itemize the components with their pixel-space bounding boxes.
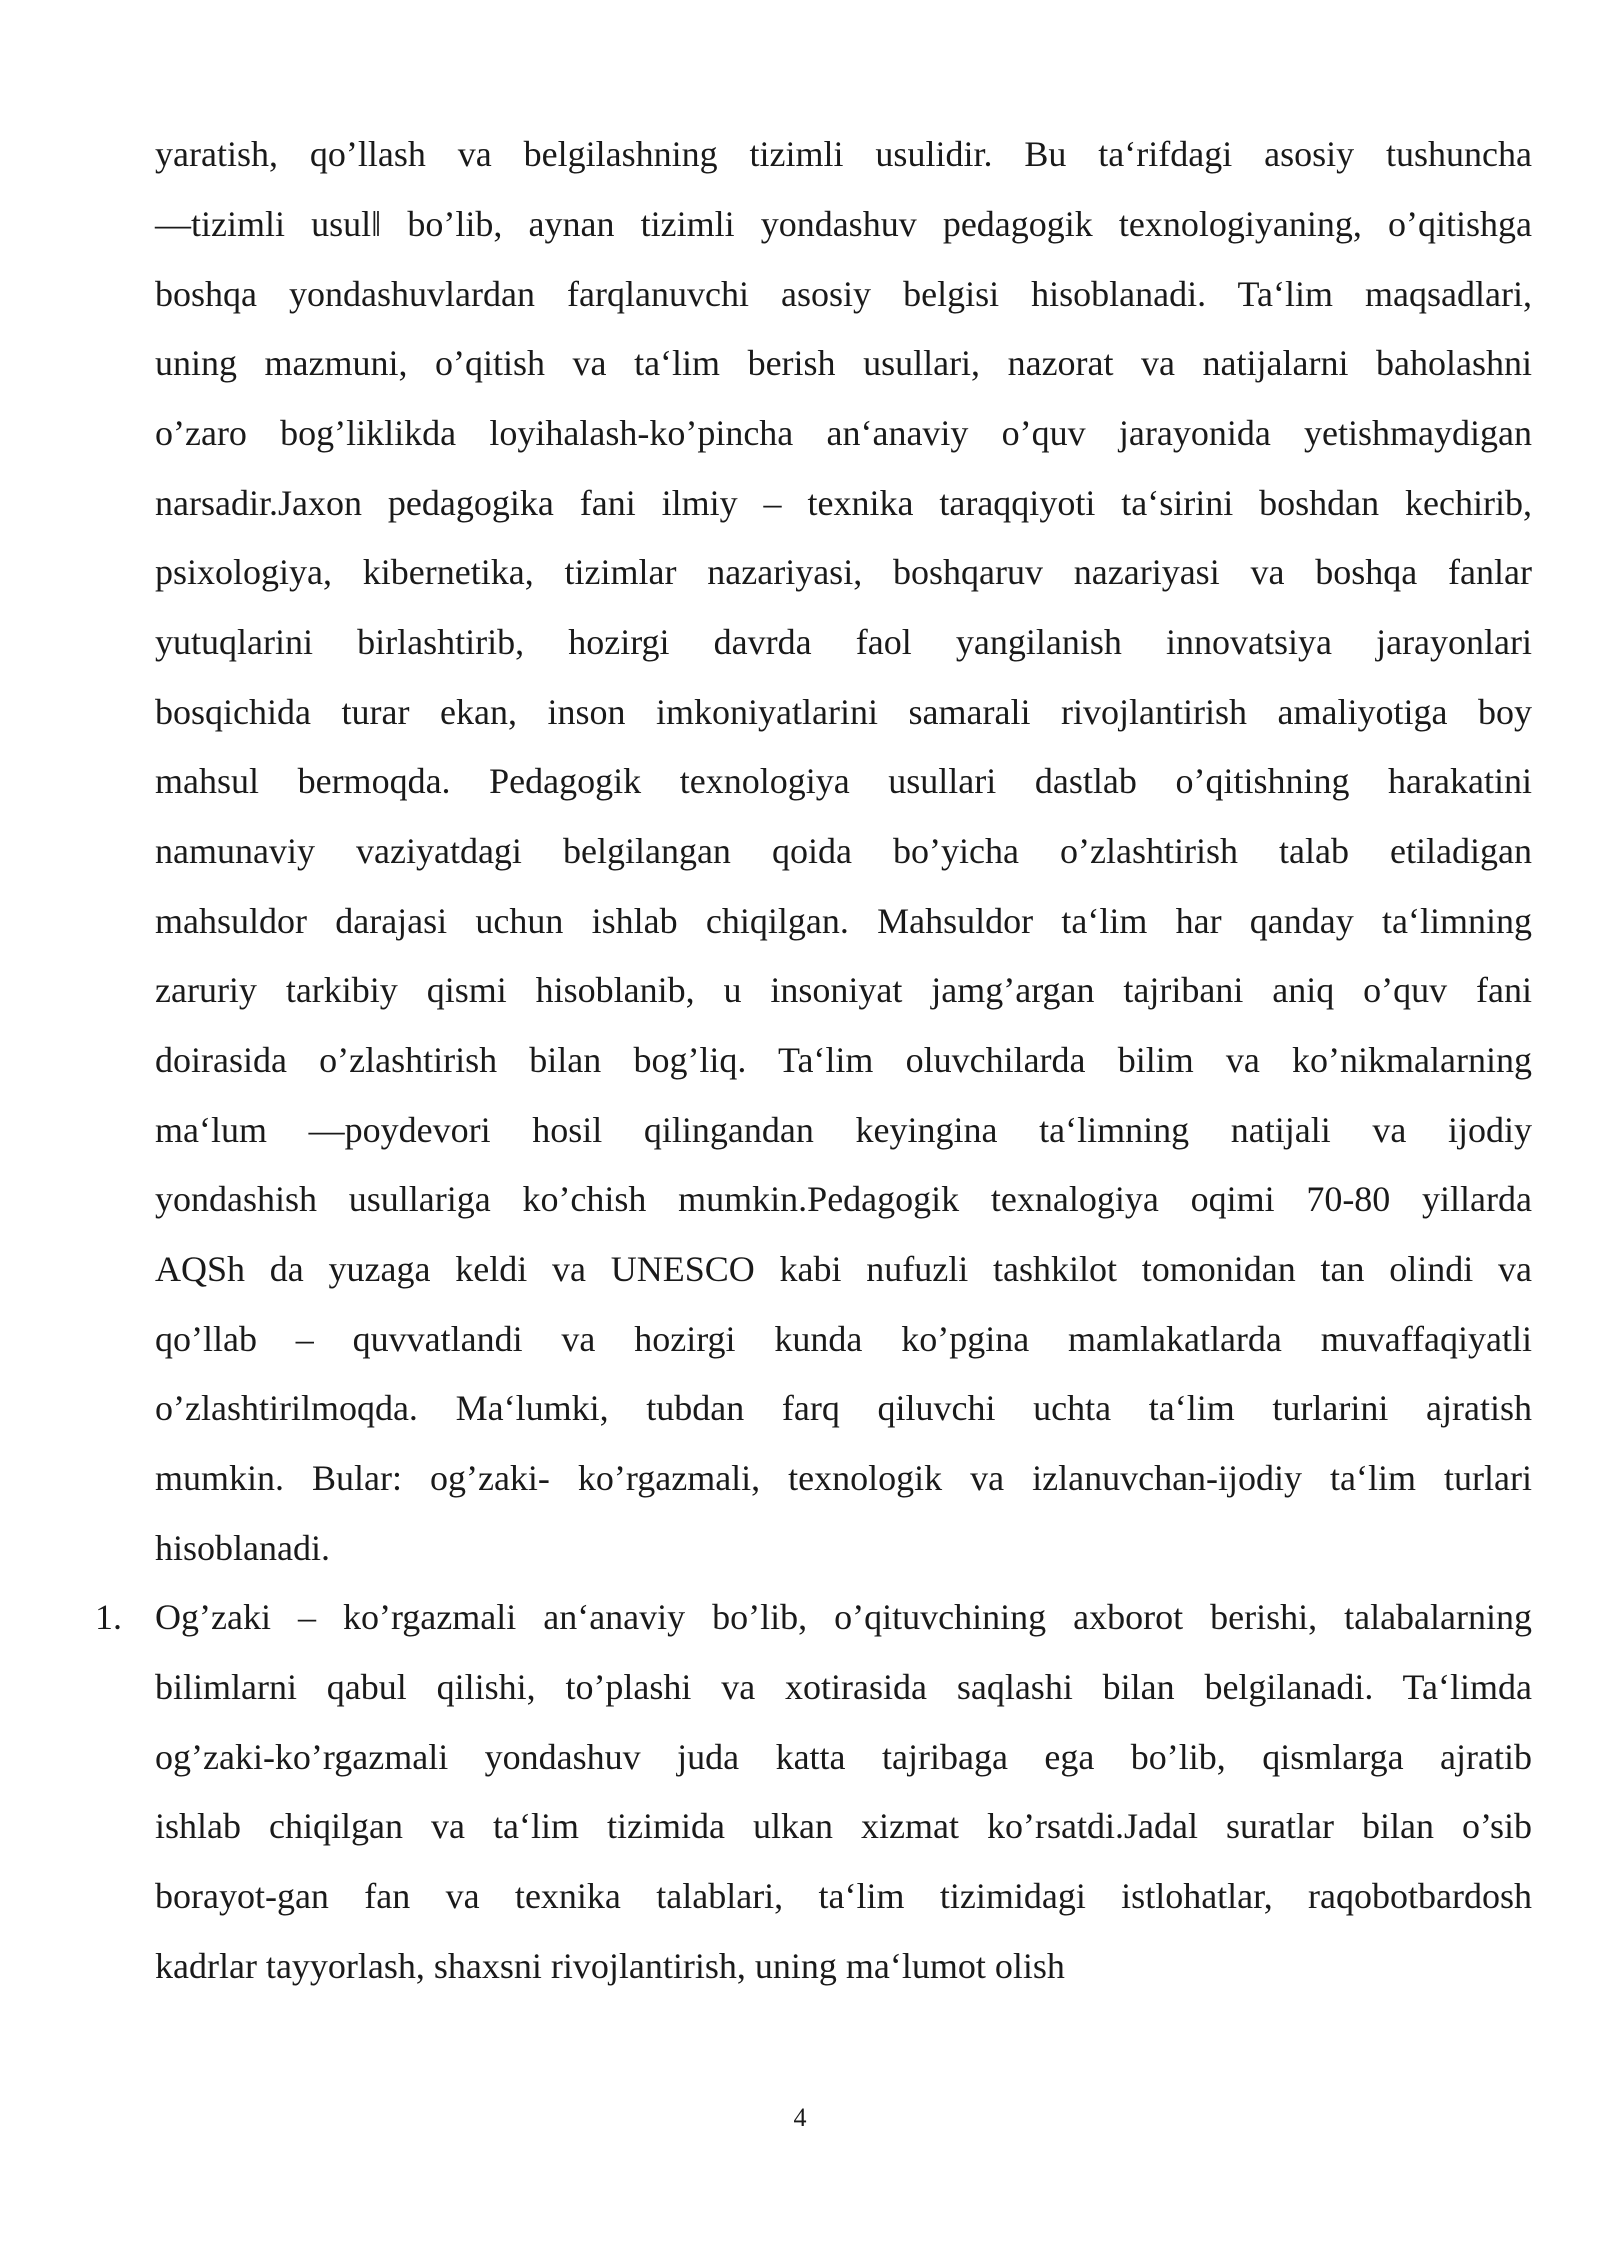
text-line: boshqa yondashuvlardan farqlanuvchi asosiy belgisi hisoblanadi. Ta‘lim maqsadlari, bbox=[155, 274, 1532, 314]
text-line: yondashish usullariga ko’chish mumkin.Pedagogik texnalogiya oqimi 70-80 yillarda bbox=[155, 1179, 1532, 1219]
text-line: ma‘lum —poydevori hosil qilingandan keyingina ta‘limning natijali va ijodiy bbox=[155, 1110, 1532, 1150]
text-line: psixologiya, kibernetika, tizimlar nazariyasi, boshqaruv nazariyasi va boshqa fanlar bbox=[155, 552, 1532, 592]
text-line: mahsuldor darajasi uchun ishlab chiqilgan. Mahsuldor ta‘lim har qanday ta‘limning bbox=[155, 901, 1532, 941]
text-line: —tizimli usul‖ bo’lib, aynan tizimli yondashuv pedagogik texnologiyaning, o’qitishga bbox=[155, 204, 1532, 244]
text-line: kadrlar tayyorlash, shaxsni rivojlantirish, uning ma‘lumot olish bbox=[155, 1946, 1065, 1986]
text-line: yaratish, qo’llash va belgilashning tizimli usulidir. Bu ta‘rifdagi asosiy tushuncha bbox=[155, 134, 1532, 174]
text-line: yutuqlarini birlashtirib, hozirgi davrda faol yangilanish innovatsiya jarayonlari bbox=[155, 622, 1532, 662]
text-line: uning mazmuni, o’qitish va ta‘lim berish usullari, nazorat va natijalarni baholashni bbox=[155, 343, 1532, 383]
text-line: og’zaki-ko’rgazmali yondashuv juda katta tajribaga ega bo’lib, qismlarga ajratib bbox=[155, 1737, 1532, 1777]
text-line: mahsul bermoqda. Pedagogik texnologiya usullari dastlab o’qitishning harakatini bbox=[155, 761, 1532, 801]
text-line: Og’zaki – ko’rgazmali an‘anaviy bo’lib, o’qituvchining axborot berishi, talabalarning bbox=[155, 1597, 1532, 1637]
text-line: mumkin. Bular: og’zaki- ko’rgazmali, texnologik va izlanuvchan-ijodiy ta‘lim turlari bbox=[155, 1458, 1532, 1498]
text-line: AQSh da yuzaga keldi va UNESCO kabi nufuzli tashkilot tomonidan tan olindi va bbox=[155, 1249, 1532, 1289]
text-line: qo’llab – quvvatlandi va hozirgi kunda ko’pgina mamlakatlarda muvaffaqiyatli bbox=[155, 1319, 1532, 1359]
text-line: narsadir.Jaxon pedagogika fani ilmiy – texnika taraqqiyoti ta‘sirini boshdan kechirib, bbox=[155, 483, 1532, 523]
text-line: doirasida o’zlashtirish bilan bog’liq. Ta‘lim oluvchilarda bilim va ko’nikmalarning bbox=[155, 1040, 1532, 1080]
text-line: zaruriy tarkibiy qismi hisoblanib, u insoniyat jamg’argan tajribani aniq o’quv fani bbox=[155, 970, 1532, 1010]
page-number: 4 bbox=[793, 2103, 807, 2132]
text-line: namunaviy vaziyatdagi belgilangan qoida bo’yicha o’zlashtirish talab etiladigan bbox=[155, 831, 1532, 871]
text-line: o’zlashtirilmoqda. Ma‘lumki, tubdan farq qiluvchi uchta ta‘lim turlarini ajratish bbox=[155, 1388, 1532, 1428]
list-number: 1. bbox=[95, 1597, 122, 1637]
text-line: hisoblanadi. bbox=[155, 1528, 330, 1568]
text-line: o’zaro bog’liklikda loyihalash-ko’pincha an‘anaviy o’quv jarayonida yetishmaydigan bbox=[155, 413, 1532, 453]
text-line: ishlab chiqilgan va ta‘lim tizimida ulkan xizmat ko’rsatdi.Jadal suratlar bilan o’sib bbox=[155, 1806, 1532, 1846]
text-line: bosqichida turar ekan, inson imkoniyatlarini samarali rivojlantirish amaliyotiga boy bbox=[155, 692, 1532, 732]
text-line: bilimlarni qabul qilishi, to’plashi va xotirasida saqlashi bilan belgilanadi. Ta‘limda bbox=[155, 1667, 1532, 1707]
text-line: borayot-gan fan va texnika talablari, ta‘lim tizimidagi istlohatlar, raqobotbardosh bbox=[155, 1876, 1532, 1916]
